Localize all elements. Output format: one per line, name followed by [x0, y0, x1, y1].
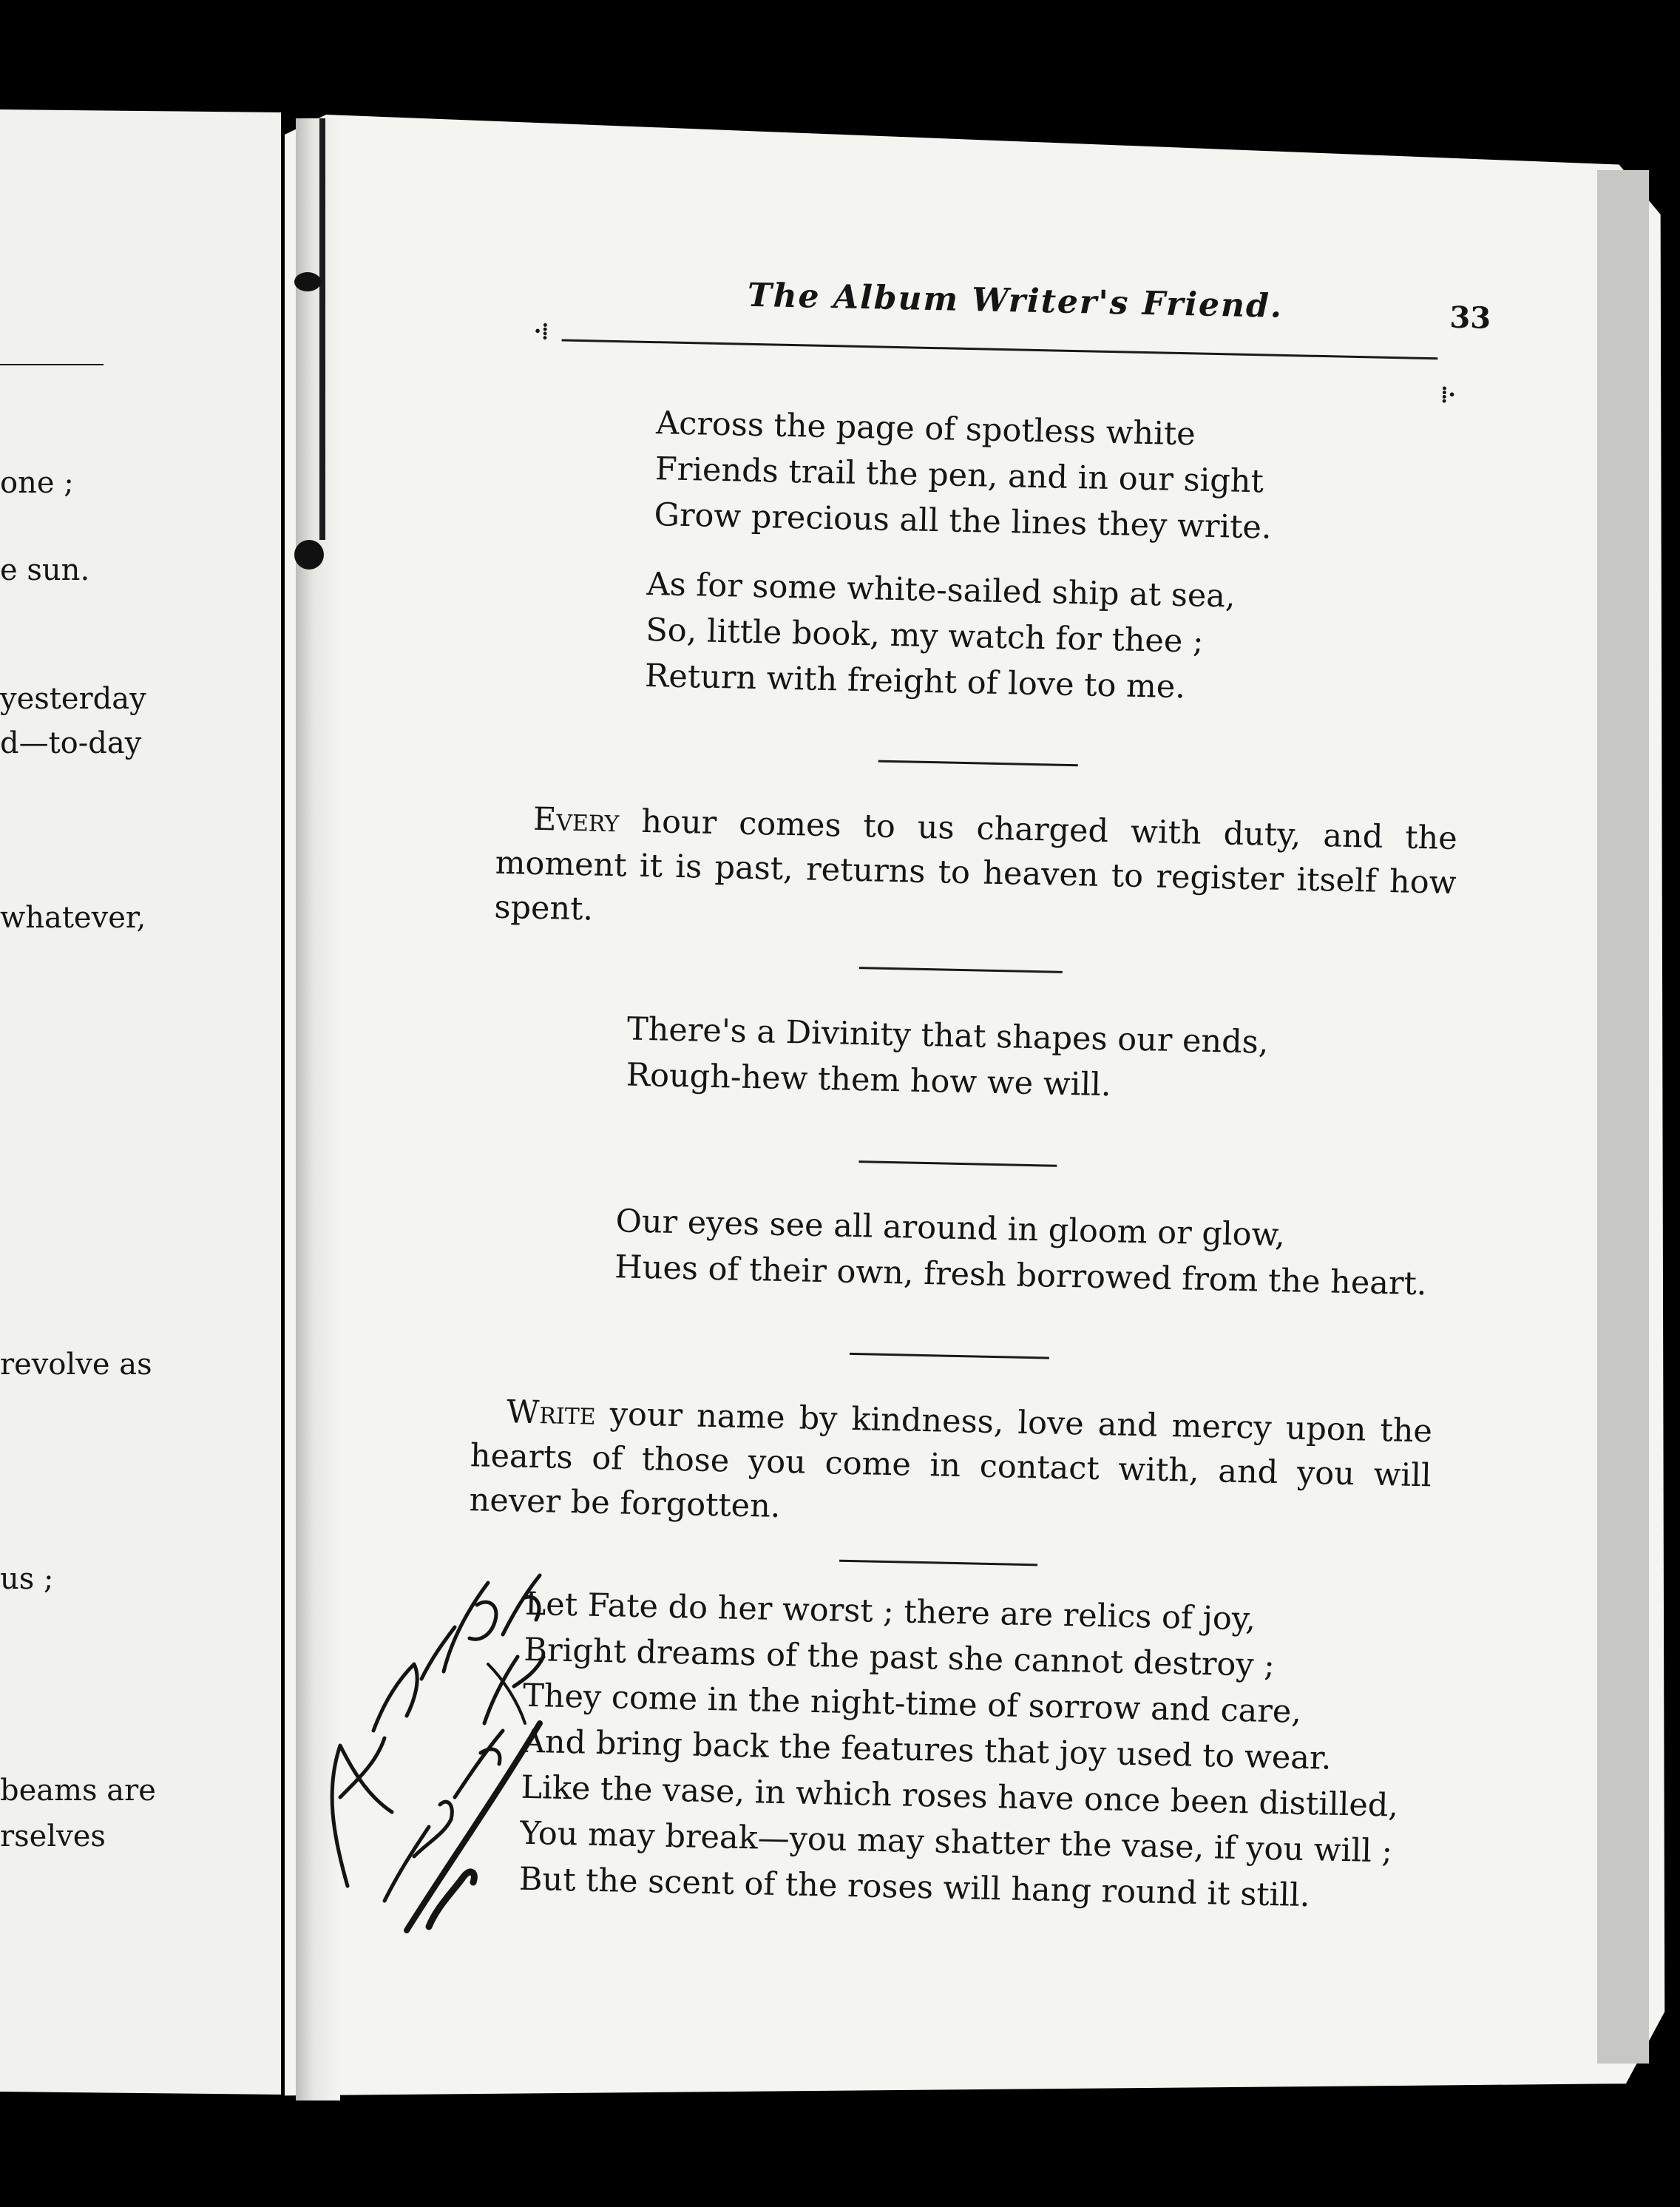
verse-line: Friends trail the pen, and in our sight	[654, 450, 1264, 501]
prose-paragraph	[494, 797, 1457, 950]
prose-paragraph	[469, 1389, 1432, 1542]
verse-line: Across the page of spotless white	[655, 405, 1196, 453]
handwritten-signature	[303, 1553, 547, 1938]
left-fragment: revolve as	[0, 1348, 152, 1382]
lead-word: Every	[532, 800, 620, 840]
section-separator	[859, 967, 1063, 973]
verse-line: Like the vase, in which roses have once been distilled,	[521, 1768, 1399, 1825]
prose-text: your name by kindness, love and mercy upon the hearts of those you come in contact with, and you will never be forgotten.	[469, 1395, 1433, 1526]
verse-line: Return with freight of love to me.	[644, 657, 1186, 706]
verse-line: Hues of their own, fresh borrowed from the heart.	[614, 1248, 1427, 1303]
rule-ornament-left: ·⁞	[533, 318, 549, 345]
page-number: 33	[1449, 300, 1491, 336]
verse-block	[644, 561, 1236, 712]
header-rule	[562, 339, 1438, 359]
prose-text: hour comes to us charged with duty, and the moment it is past, returns to heaven to register itself how spent.	[493, 802, 1458, 928]
verse-line: Grow precious all the lines they write.	[654, 496, 1273, 547]
running-head-title: The Album Writer's Friend.	[747, 276, 1284, 325]
section-separator	[839, 1560, 1037, 1566]
verse-line: As for some white-sailed ship at sea,	[646, 565, 1236, 615]
verse-block	[626, 1007, 1269, 1112]
left-fragment: whatever,	[0, 901, 146, 935]
verse-line: There's a Divinity that shapes our ends,	[626, 1010, 1269, 1061]
section-separator	[878, 760, 1078, 767]
verse-block	[518, 1581, 1403, 1921]
left-fragment: us ;	[0, 1562, 54, 1596]
left-fragment: beams are	[0, 1774, 156, 1808]
verse-line: Let Fate do her worst ; there are relics of joy,	[524, 1585, 1256, 1638]
verse-line: Our eyes see all around in gloom or glow,	[615, 1203, 1286, 1254]
section-separator	[858, 1160, 1057, 1167]
section-separator	[850, 1353, 1049, 1359]
left-fragment: yesterday	[0, 682, 146, 716]
rule-ornament-right: ⁞·	[1440, 382, 1457, 408]
verse-block	[614, 1198, 1429, 1307]
verse-line: They come in the night-time of sorrow and care,	[522, 1677, 1302, 1731]
verse-line: So, little book, my watch for thee ;	[645, 611, 1205, 660]
left-fragment: d—to-day	[0, 726, 142, 760]
lead-word: Write	[506, 1393, 597, 1433]
left-fragment: e sun.	[0, 553, 90, 587]
verse-line: Bright dreams of the past she cannot destroy ;	[523, 1631, 1276, 1685]
left-fragment: rselves	[0, 1819, 106, 1853]
verse-line: Rough-hew them how we will.	[626, 1056, 1112, 1104]
verse-line: And bring back the features that joy used to wear.	[521, 1723, 1332, 1777]
left-fragment: one ;	[0, 466, 74, 500]
verse-block	[654, 400, 1274, 550]
verse-line: But the scent of the roses will hang round it still.	[518, 1860, 1311, 1915]
verse-line: You may break—you may shatter the vase, if you will ;	[519, 1814, 1393, 1870]
